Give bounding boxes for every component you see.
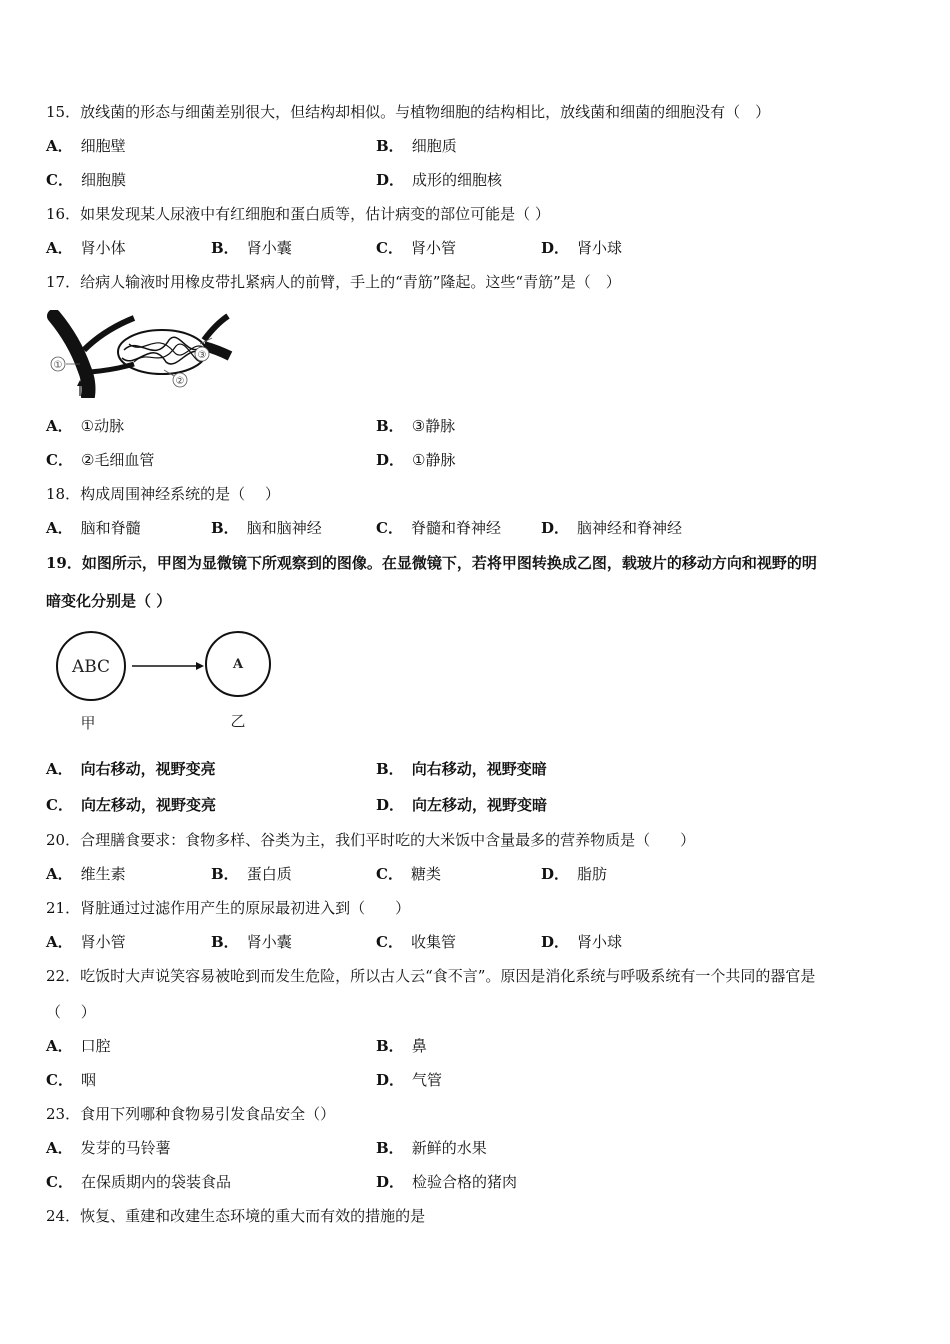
question-20-stem: 20．合理膳食要求：食物多样、谷类为主，我们平时吃的大米饭中含量最多的营养物质是（ ）	[46, 831, 696, 849]
view-text-abc: ABC	[71, 657, 111, 677]
q16-option-c[interactable]: C． 肾小管	[376, 239, 456, 257]
q21-option-b[interactable]: B． 肾小囊	[211, 933, 292, 951]
q19-option-d[interactable]: D． 向左移动，视野变暗	[376, 796, 548, 814]
q17-option-d[interactable]: D． ①静脉	[376, 451, 456, 469]
q20-option-c[interactable]: C． 糖类	[376, 865, 441, 883]
microscope-view-figure	[46, 624, 278, 736]
q16-option-d[interactable]: D． 肾小球	[541, 239, 623, 257]
q22-option-c[interactable]: C． 咽	[46, 1071, 96, 1089]
q15-option-b[interactable]: B． 细胞质	[376, 137, 457, 155]
question-24-stem: 24．恢复、重建和改建生态环境的重大而有效的措施的是	[46, 1207, 426, 1225]
figure-label-1: ①	[53, 360, 63, 371]
q21-option-c[interactable]: C． 收集管	[376, 933, 456, 951]
q19-option-a[interactable]: A． 向右移动，视野变亮	[46, 760, 216, 778]
view-text-a: A	[232, 657, 244, 672]
q15-option-a[interactable]: A． 细胞壁	[46, 137, 126, 155]
q22-option-a[interactable]: A． 口腔	[46, 1037, 111, 1055]
q22-option-d[interactable]: D． 气管	[376, 1071, 443, 1089]
q15-option-c[interactable]: C． 细胞膜	[46, 171, 126, 189]
arrow-head	[196, 662, 204, 670]
q16-option-a[interactable]: A． 肾小体	[46, 239, 126, 257]
question-22-stem-line1: 22．吃饭时大声说笑容易被呛到而发生危险，所以古人云“食不言”。原因是消化系统与呼吸系统有一个共同的器官是	[46, 967, 816, 985]
q16-option-b[interactable]: B． 肾小囊	[211, 239, 292, 257]
blood-vessel-figure	[44, 310, 234, 398]
question-19-stem-line1: 19．如图所示，甲图为显微镜下所观察到的图像。在显微镜下，若将甲图转换成乙图，载玻片的移动方向和视野的明	[46, 554, 817, 572]
q17-option-a[interactable]: A． ①动脉	[46, 417, 125, 435]
question-15-stem: 15．放线菌的形态与细菌差别很大，但结构却相似。与植物细胞的结构相比，放线菌和细菌的细胞没有（ ）	[46, 103, 771, 121]
q21-option-a[interactable]: A． 肾小管	[46, 933, 126, 951]
q20-option-b[interactable]: B． 蛋白质	[211, 865, 292, 883]
q15-option-d[interactable]: D． 成形的细胞核	[376, 171, 503, 189]
q18-option-b[interactable]: B． 脑和脑神经	[211, 519, 322, 537]
q18-option-c[interactable]: C． 脊髓和脊神经	[376, 519, 501, 537]
q18-option-d[interactable]: D． 脑神经和脊神经	[541, 519, 683, 537]
question-19-stem-line2: 暗变化分别是（ ）	[46, 592, 172, 610]
question-21-stem: 21．肾脏通过过滤作用产生的原尿最初进入到（ ）	[46, 899, 411, 917]
q23-option-a[interactable]: A． 发芽的马铃薯	[46, 1139, 171, 1157]
question-23-stem: 23．食用下列哪种食物易引发食品安全（）	[46, 1105, 336, 1123]
q17-option-b[interactable]: B． ③静脉	[376, 417, 456, 435]
q23-option-c[interactable]: C． 在保质期内的袋装食品	[46, 1173, 231, 1191]
caption-jia: 甲	[80, 714, 96, 732]
q23-option-b[interactable]: B． 新鲜的水果	[376, 1139, 487, 1157]
question-17-stem: 17．给病人输液时用橡皮带扎紧病人的前臂，手上的“青筋”隆起。这些“青筋”是（ ）	[46, 273, 621, 291]
q20-option-a[interactable]: A． 维生素	[46, 865, 126, 883]
q22-option-b[interactable]: B． 鼻	[376, 1037, 427, 1055]
question-16-stem: 16．如果发现某人尿液中有红细胞和蛋白质等，估计病变的部位可能是（ ）	[46, 205, 550, 223]
q17-option-c[interactable]: C． ②毛细血管	[46, 451, 155, 469]
q19-option-b[interactable]: B． 向右移动，视野变暗	[376, 760, 547, 778]
q20-option-d[interactable]: D． 脂肪	[541, 865, 608, 883]
q23-option-d[interactable]: D． 检验合格的猪肉	[376, 1173, 518, 1191]
question-18-stem: 18．构成周围神经系统的是（ ）	[46, 485, 280, 503]
question-22-stem-line2: （ ）	[46, 1003, 96, 1021]
figure-label-2: ②	[175, 376, 185, 387]
q18-option-a[interactable]: A． 脑和脊髓	[46, 519, 141, 537]
figure-label-3: ③	[197, 350, 207, 361]
q19-option-c[interactable]: C． 向左移动，视野变亮	[46, 796, 216, 814]
caption-yi: 乙	[230, 712, 246, 730]
q21-option-d[interactable]: D． 肾小球	[541, 933, 623, 951]
